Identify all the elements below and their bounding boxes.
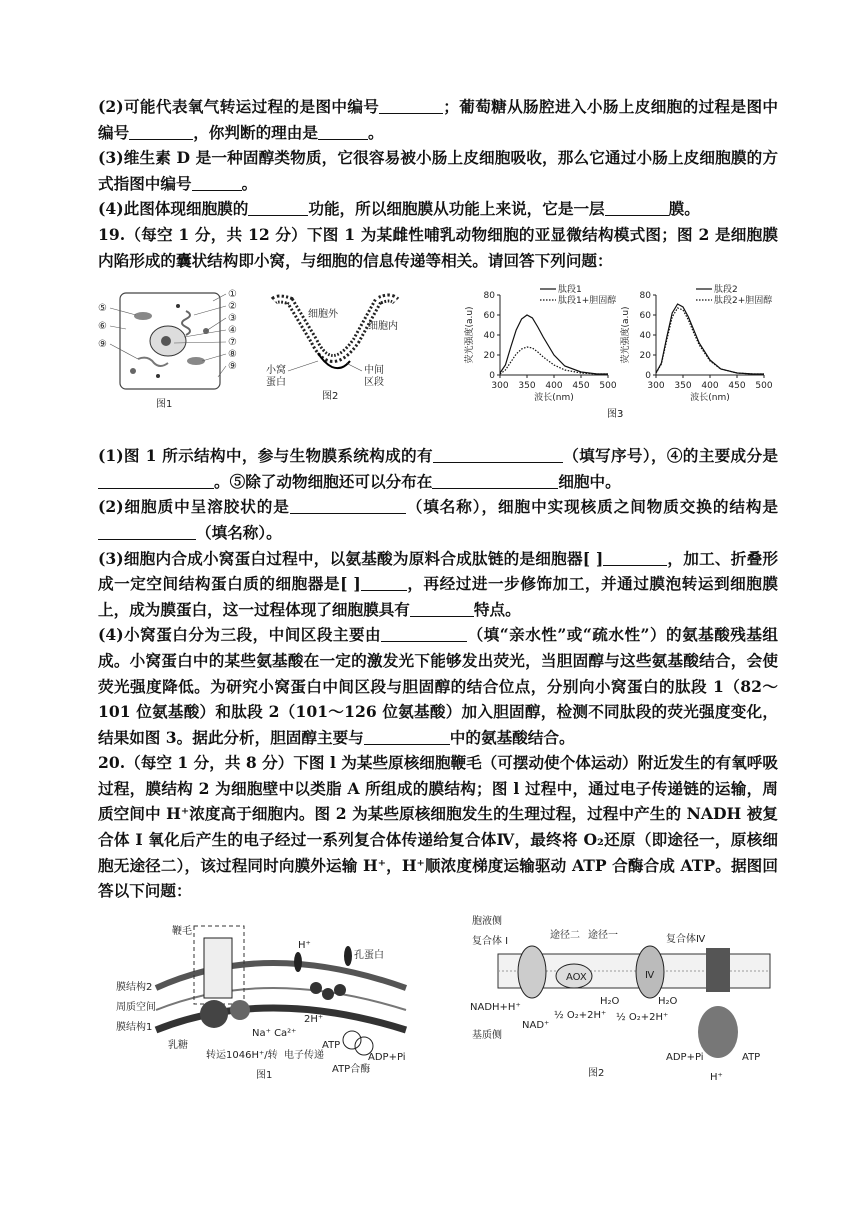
label-nad: NAD⁺	[522, 1019, 550, 1031]
answer-blank[interactable]	[192, 173, 242, 191]
fig1-label: ⑨	[228, 361, 237, 373]
label-iv: Ⅳ	[645, 969, 655, 981]
x-tick-label: 450	[572, 381, 590, 392]
answer-blank[interactable]	[381, 624, 467, 642]
legend-label: 肽段2+胆固醇	[714, 296, 773, 307]
membrane-1	[156, 1008, 406, 1030]
q18-p2-text-3: ，你判断的理由是	[193, 122, 318, 142]
q18-item-4	[98, 196, 778, 222]
label-synthase: ATP合酶	[332, 1063, 371, 1075]
answer-blank[interactable]	[98, 522, 196, 540]
legend-label: 肽段2	[714, 285, 738, 296]
fig3-chart-peptide1	[460, 281, 620, 406]
fig1-label: ③	[228, 313, 237, 325]
q20-fig2-diagram	[470, 912, 778, 1084]
label-complex4: 复合体Ⅳ	[666, 933, 706, 945]
fig1-cell-diagram	[98, 281, 248, 431]
fig2-outside-label: 细胞外	[308, 309, 338, 321]
q19-p4-text-3: 中的氨基酸结合。	[449, 727, 575, 747]
q19-p4-text: (4)小窝蛋白分为三段，中间区段主要由	[98, 625, 382, 645]
answer-blank[interactable]	[379, 96, 443, 114]
label-periplasm: 周质空间	[116, 1001, 156, 1013]
label-atp: ATP	[322, 1039, 341, 1051]
porin	[294, 952, 302, 972]
q19-p2-text-2: （填名称），细胞中实现核质之间物质交换的结构是	[405, 497, 778, 517]
answer-blank[interactable]	[603, 548, 667, 566]
er	[138, 358, 168, 366]
x-axis-label: 波长(nm)	[690, 393, 730, 404]
answer-blank[interactable]	[410, 599, 474, 617]
label-cyto: 胞液侧	[472, 915, 502, 927]
y-axis-label: 荧光强度(a.u)	[621, 306, 631, 364]
label-ions: Na⁺ Ca²⁺	[252, 1027, 297, 1039]
label-membrane2: 膜结构2	[116, 981, 153, 993]
q19-p1-text: (1)图 1 所示结构中，参与生物膜系统构成的有	[98, 446, 433, 466]
q19-figures	[98, 281, 778, 439]
label-atp: ATP	[742, 1051, 761, 1063]
exam-page	[98, 94, 778, 1088]
label-lactose: 乳糖	[168, 1039, 188, 1051]
x-tick-label: 350	[674, 381, 692, 392]
x-tick-label: 400	[545, 381, 563, 392]
fig1-label: ④	[228, 325, 237, 337]
q19-p3-text-2: ，加工、折叠形成一定空间结构蛋白质的细胞器是[ ]	[98, 548, 778, 594]
q18-p4-text: (4)此图体现细胞膜的	[98, 199, 249, 219]
label-membrane1: 膜结构1	[116, 1021, 153, 1033]
answer-blank[interactable]	[364, 727, 450, 745]
y-tick-label: 60	[639, 311, 651, 322]
answer-blank[interactable]	[248, 198, 308, 216]
y-tick-label: 80	[639, 291, 651, 302]
label-half-o2: ½ O₂+2H⁺	[554, 1009, 607, 1021]
label-h2o: H₂O	[600, 995, 620, 1007]
q20-fig1-caption: 图1	[256, 1069, 273, 1081]
answer-blank[interactable]	[129, 122, 193, 140]
fig1-label: ⑦	[228, 337, 237, 349]
electron-carrier	[322, 988, 334, 1000]
q20-intro: 20.（每空 1 分，共 8 分）下图 l 为某些原核细胞鞭毛（可摆动使个体运动）附近发生的有氧呼吸过程，膜结构 2 为细胞壁中以类脂 A 所组成的膜结构；图 l 过程中，通过电子传递链的运输，周质空间中 H⁺浓度高于细胞内。图 2 为某些原核细胞发生的生理过程，过程中产生的 NADH 被复合体 I 氧化后产生的电子经过一系列复合体传递给复合体Ⅳ，最终将 O₂还原（即途径一，原核细胞无途径二），该过程同时向膜外运输 H⁺，H⁺顺浓度梯度运输驱动 ATP 合酶合成 ATP。据图回答以下问题：	[98, 753, 778, 901]
porin	[344, 946, 352, 966]
fig2-inside-label: 细胞内	[368, 321, 398, 333]
q19-item-3	[98, 546, 778, 623]
fig3-chart-peptide2	[616, 281, 776, 406]
label-half-o2-2: ½ O₂+2H⁺	[616, 1011, 669, 1023]
label-hplus: H⁺	[298, 939, 311, 951]
leader-line	[346, 363, 362, 371]
q19-p1-text-2: （填写序号），④的主要成分是	[562, 446, 778, 466]
legend-label: 肽段1	[558, 285, 582, 296]
q20-fig2-caption: 图2	[588, 1067, 605, 1079]
y-tick-label: 80	[483, 291, 495, 302]
fig1-label: ①	[228, 289, 237, 301]
q18-p4-text-2: 功能，所以细胞膜从功能上来说，它是一层	[308, 199, 605, 219]
q18-p3-text-2: 。	[241, 173, 258, 193]
ribosome	[176, 304, 180, 308]
x-tick-label: 500	[599, 381, 617, 392]
x-tick-label: 300	[491, 381, 509, 392]
x-tick-label: 400	[701, 381, 719, 392]
atp-synthase-head	[698, 1006, 738, 1058]
complex-1	[518, 946, 546, 998]
label-nadh: NADH+H⁺	[470, 1001, 521, 1013]
series-line	[656, 304, 764, 374]
q19-p3-text-4: 特点。	[473, 599, 521, 619]
motor-ring	[200, 1000, 228, 1028]
label-porin: 孔蛋白	[354, 949, 384, 961]
mitochondrion	[134, 312, 152, 320]
y-tick-label: 60	[483, 311, 495, 322]
q19-p4-text-2: （填“亲水性”或“疏水性”）的氨基酸残基组成。小窝蛋白中的某些氨基酸在一定的激发光下能够发出荧光，当胆固醇与这些氨基酸结合，会使荧光强度降低。为研究小窝蛋白中间区段与胆固醇的结合位点，分别向小窝蛋白的肽段 1（82～101 位氨基酸）和肽段 2（101～126 位氨基酸）加入胆固醇，检测不同肽段的荧光强度变化，结果如图 3。据此分析，胆固醇主要与	[98, 625, 778, 747]
q19-intro: 19.（每空 1 分，共 12 分）下图 1 为某雌性哺乳动物细胞的亚显微结构模式图；图 2 是细胞膜内陷形成的囊状结构即小窝，与细胞的信息传递等相关。请回答下列问题：	[98, 224, 778, 270]
label-h2o-2: H₂O	[658, 995, 678, 1007]
series-line	[656, 308, 764, 374]
x-tick-label: 500	[755, 381, 773, 392]
label-route1: 途径一	[588, 929, 618, 941]
q19-p1-text-3: 。⑤除了动物细胞还可以分布在	[214, 471, 433, 491]
ribosome	[156, 374, 160, 378]
legend-label: 肽段1+胆固醇	[558, 296, 617, 307]
q19-item-2	[98, 494, 778, 545]
q18-p2-text-2: ；葡萄糖从肠腔进入小肠上皮细胞的过程是图中编号	[98, 97, 778, 142]
q19-p1-text-4: 细胞中。	[558, 471, 621, 491]
series-line	[500, 347, 608, 374]
label-2h: 2H⁺	[304, 1013, 324, 1025]
fig2-middle-label: 中间	[364, 365, 384, 377]
label-adp: ADP+Pi	[368, 1051, 406, 1063]
y-axis-label: 荧光强度(a.u)	[465, 306, 475, 364]
nucleolus	[161, 336, 171, 346]
fig2-protein-label-2: 蛋白	[266, 377, 286, 389]
x-axis-label: 波长(nm)	[534, 393, 574, 404]
label-hplus: H⁺	[710, 1071, 723, 1083]
x-tick-label: 350	[518, 381, 536, 392]
fig2-protein-label: 小窝	[266, 365, 286, 377]
y-tick-label: 20	[483, 351, 495, 362]
q19-p2-text: (2)细胞质中呈溶胶状的是	[98, 497, 290, 517]
answer-blank[interactable]	[432, 471, 558, 489]
answer-blank[interactable]	[290, 496, 406, 514]
q19-p2-text-3: （填名称）。	[196, 522, 282, 542]
y-tick-label: 0	[645, 371, 651, 382]
label-rotate: 转运1046H⁺/转	[206, 1049, 278, 1061]
motor-ring	[230, 1000, 250, 1020]
y-tick-label: 40	[483, 331, 495, 342]
q18-p2-text-4: 。	[367, 122, 384, 142]
answer-blank[interactable]	[361, 573, 407, 591]
electron-carrier	[334, 984, 346, 996]
label-aox: AOX	[566, 971, 587, 983]
label-complex1: 复合体 I	[472, 935, 509, 947]
fig1-label: ②	[228, 301, 237, 313]
label-matrix: 基质侧	[472, 1029, 502, 1041]
q18-item-2	[98, 94, 778, 145]
fig1-label: ⑤	[98, 303, 107, 315]
vesicle	[130, 368, 136, 374]
label-flagellum: 鞭毛	[172, 925, 192, 937]
y-tick-label: 20	[639, 351, 651, 362]
y-tick-label: 40	[639, 331, 651, 342]
answer-blank[interactable]	[605, 198, 669, 216]
q20-figures	[98, 915, 778, 1088]
golgi	[182, 311, 190, 335]
fig3-caption: 图3	[607, 409, 624, 421]
q18-item-3	[98, 145, 778, 196]
fig1-label: ⑥	[98, 321, 107, 333]
fig2-middle-label-2: 区段	[364, 377, 384, 389]
answer-blank[interactable]	[98, 471, 214, 489]
x-tick-label: 450	[728, 381, 746, 392]
q19-p3-text: (3)细胞内合成小窝蛋白过程中，以氨基酸为原料合成肽链的是细胞器[ ]	[98, 548, 604, 568]
atp-synthase-channel	[706, 948, 730, 992]
q19-item-1	[98, 443, 778, 494]
q18-p3-text: (3)维生素 D 是一种固醇类物质，它很容易被小肠上皮细胞吸收，那么它通过小肠上皮细胞膜的方式指图中编号	[98, 148, 778, 193]
y-tick-label: 0	[489, 371, 495, 382]
label-electron: 电子传递	[284, 1049, 324, 1061]
atp-synthase	[343, 1031, 361, 1049]
q18-p2-text: (2)可能代表氧气转运过程的是图中编号	[98, 97, 380, 116]
electron-carrier	[310, 982, 322, 994]
fig1-label: ⑨	[98, 339, 107, 351]
answer-blank[interactable]	[318, 122, 368, 140]
q19-item-4	[98, 622, 778, 750]
answer-blank[interactable]	[433, 445, 563, 463]
fig1-label: ⑧	[228, 349, 237, 361]
x-tick-label: 300	[647, 381, 665, 392]
fig2-caption: 图2	[322, 391, 339, 403]
label-route2: 途径二	[550, 929, 580, 941]
q20-fig1-diagram	[116, 918, 416, 1083]
fig1-caption: 图1	[156, 399, 173, 411]
q18-p4-text-3: 膜。	[668, 199, 700, 219]
leader-line	[288, 361, 318, 371]
label-adp: ADP+Pi	[666, 1051, 704, 1063]
fig2-caveola-diagram	[266, 281, 426, 411]
q19-p3-text-3: ，再经过进一步修饰加工，并通过膜泡转运到细胞膜上，成为膜蛋白，这一过程体现了细胞膜具有	[98, 574, 778, 619]
flagellum-motor	[204, 938, 232, 998]
